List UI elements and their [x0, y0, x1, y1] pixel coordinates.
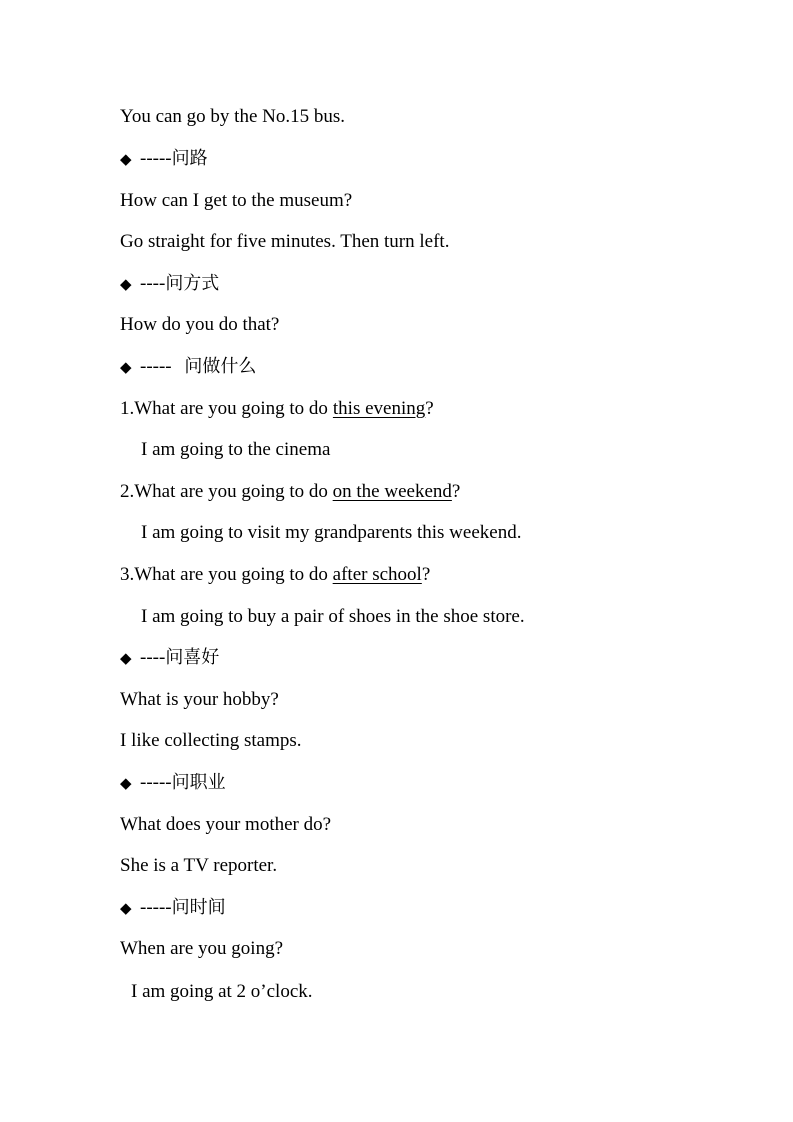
sentence-text: When are you going? — [120, 938, 284, 959]
question-text: 3.What are you going to do — [120, 564, 333, 585]
sentence-hobby-answer — [120, 729, 302, 753]
sentence-museum — [120, 189, 352, 213]
diamond-bullet-icon: ◆ — [120, 275, 132, 293]
diamond-bullet-icon: ◆ — [120, 899, 132, 917]
answer-text: I am going to buy a pair of shoes in the shoe store. — [141, 606, 525, 627]
section-heading-occupation — [120, 771, 226, 795]
answer-3 — [120, 605, 525, 629]
sentence-time-question — [120, 937, 283, 961]
heading-label: 问方式 — [165, 273, 220, 294]
question-2 — [120, 480, 460, 504]
heading-label: 问喜好 — [165, 647, 220, 668]
heading-label: 问路 — [171, 148, 208, 169]
sentence-text: You can go by the No.15 bus. — [120, 106, 346, 127]
sentence-how-do — [120, 313, 279, 337]
sentence-text: She is a TV reporter. — [120, 855, 278, 876]
sentence-text: I am going at 2 o’clock. — [131, 981, 313, 1002]
sentence-occupation-question — [120, 813, 331, 837]
sentence-text: I like collecting stamps. — [120, 730, 302, 751]
question-text: 1.What are you going to do — [120, 398, 328, 419]
question-underlined-phrase: after school — [332, 564, 422, 585]
heading-label: 问时间 — [171, 897, 226, 918]
diamond-bullet-icon: ◆ — [120, 358, 132, 376]
question-1 — [120, 397, 434, 421]
heading-dash: ----- — [140, 148, 172, 169]
question-underlined-phrase: on the weekend — [332, 481, 452, 502]
heading-dash: ----- — [140, 897, 172, 918]
answer-text: I am going to the cinema — [141, 439, 331, 460]
answer-2 — [120, 521, 521, 545]
heading-label: 问做什么 — [184, 356, 257, 377]
sentence-text: How do you do that? — [120, 314, 280, 335]
heading-dash: ----- — [140, 356, 177, 377]
question-underlined-phrase: this evening — [332, 398, 426, 419]
sentence-time-answer — [120, 980, 313, 1004]
question-3 — [120, 563, 430, 587]
diamond-bullet-icon: ◆ — [120, 649, 132, 667]
section-heading-directions — [120, 147, 208, 171]
section-heading-hobby — [120, 646, 219, 670]
diamond-bullet-icon: ◆ — [120, 150, 132, 168]
heading-label: 问职业 — [171, 772, 226, 793]
question-mark: ? — [425, 398, 434, 419]
section-heading-method — [120, 272, 219, 296]
sentence-text: How can I get to the museum? — [120, 190, 353, 211]
answer-text: I am going to visit my grandparents this weekend. — [141, 522, 522, 543]
heading-dash: ---- — [140, 647, 166, 668]
question-mark: ? — [421, 564, 431, 585]
answer-1 — [120, 438, 330, 462]
sentence-bus — [120, 105, 345, 129]
section-heading-activities — [120, 355, 256, 379]
sentence-text: What is your hobby? — [120, 689, 279, 710]
diamond-bullet-icon: ◆ — [120, 774, 132, 792]
sentence-text: Go straight for five minutes. Then turn left. — [120, 231, 450, 252]
question-mark: ? — [451, 481, 461, 502]
heading-dash: ---- — [140, 273, 166, 294]
sentence-hobby-question — [120, 688, 279, 712]
heading-dash: ----- — [140, 772, 172, 793]
sentence-go-straight — [120, 230, 449, 254]
sentence-occupation-answer — [120, 854, 277, 878]
question-text: 2.What are you going to do — [120, 481, 333, 502]
section-heading-time — [120, 896, 226, 920]
sentence-text: What does your mother do? — [120, 814, 332, 835]
